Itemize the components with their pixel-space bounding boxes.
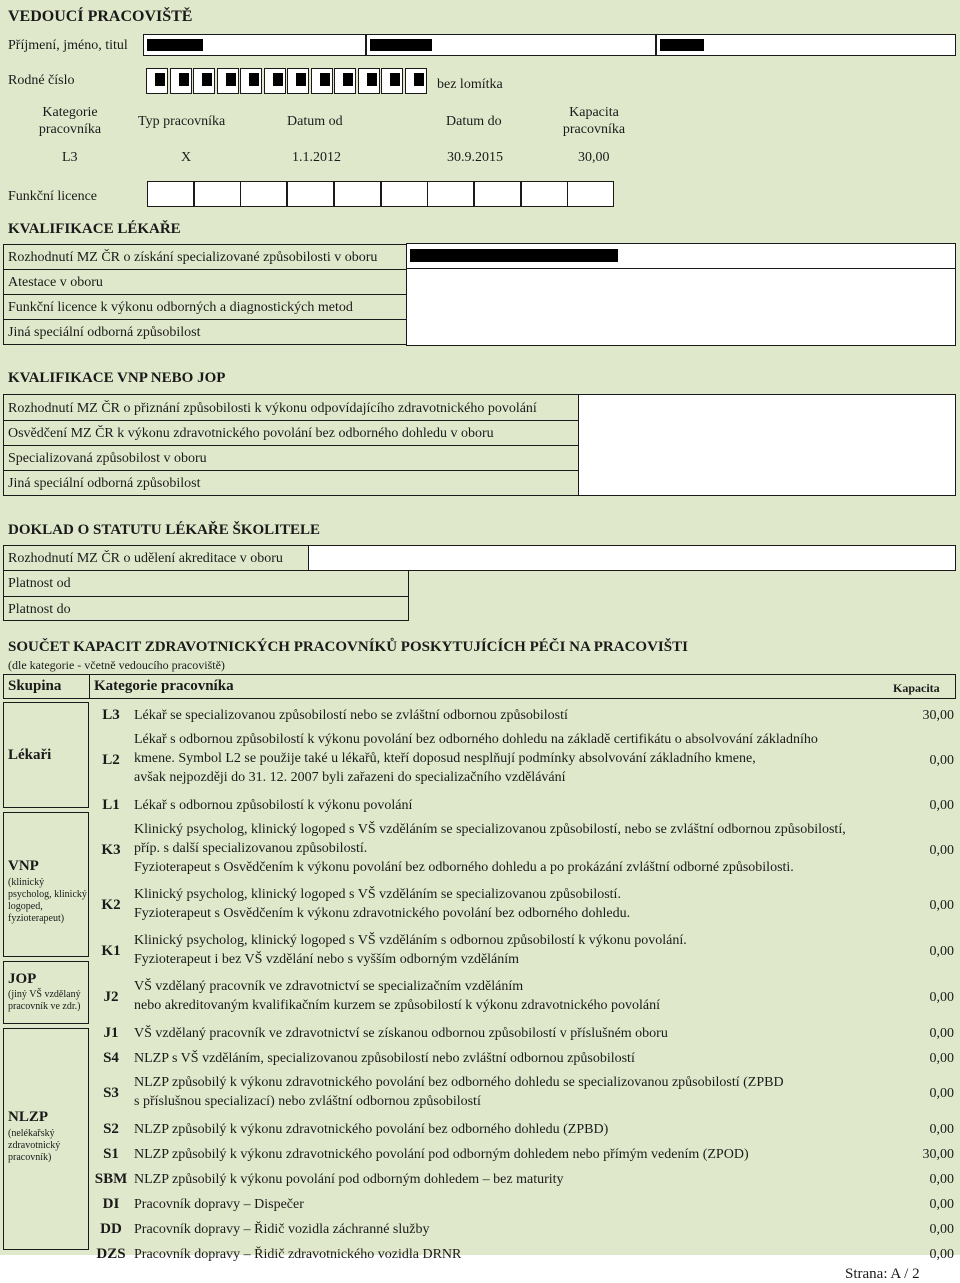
license-box[interactable] bbox=[521, 181, 568, 207]
col-from-header: Datum od bbox=[287, 114, 343, 129]
row-description: NLZP způsobilý k výkonu zdravotnického povolání pod odborným dohledem nebo přímým vedením (ZPOD) bbox=[134, 1147, 749, 1162]
col-to-header: Datum do bbox=[446, 114, 502, 129]
kval-lekare-input[interactable] bbox=[406, 268, 956, 346]
row-capacity-value: 0,00 bbox=[929, 1171, 954, 1187]
license-box[interactable] bbox=[474, 181, 521, 207]
license-box[interactable] bbox=[427, 181, 474, 207]
row-category: L3 bbox=[62, 150, 78, 165]
row-capacity-value: 0,00 bbox=[929, 990, 954, 1005]
section-title-vedouci: VEDOUCÍ PRACOVIŠTĚ bbox=[8, 8, 193, 25]
row-date-to: 30.9.2015 bbox=[447, 150, 503, 165]
col-type-header: Typ pracovníka bbox=[138, 114, 226, 129]
row-description: nebo akreditovaným kvalifikačním kurzem se způsobilostí k výkonu zdravotnického povolání bbox=[134, 998, 661, 1013]
row-description: NLZP způsobilý k výkonu povolání pod odborným dohledem – bez maturity bbox=[134, 1172, 564, 1187]
birth-note: bez lomítka bbox=[437, 77, 503, 92]
birth-digit-box[interactable] bbox=[381, 68, 403, 94]
row-code: DD bbox=[100, 1220, 122, 1237]
section-title-soucet: SOUČET KAPACIT ZDRAVOTNICKÝCH PRACOVNÍKŮ POSKYTUJÍCÍCH PÉČI NA PRACOVIŠTI bbox=[8, 639, 688, 655]
col-capacity-header: Kapacita pracovníka bbox=[562, 105, 626, 137]
surname-field[interactable] bbox=[143, 34, 366, 56]
row-description: NLZP způsobilý k výkonu zdravotnického povolání bez odborného dohledu (ZPBD) bbox=[134, 1122, 609, 1137]
col-group-header: Skupina bbox=[8, 678, 62, 694]
group-note: (klinický psycholog, klinický logoped, fyzioterapeut) bbox=[8, 877, 87, 924]
kval-vnp-item: Rozhodnutí MZ ČR o přiznání způsobilosti k výkonu odpovídajícího zdravotnického povolání bbox=[8, 401, 537, 416]
row-capacity-value: 0,00 bbox=[929, 842, 954, 858]
name-label: Příjmení, jméno, titul bbox=[8, 38, 128, 53]
birth-digit-box[interactable] bbox=[334, 68, 356, 94]
row-description: s příslušnou specializací) nebo zvláštní odbornou způsobilostí bbox=[134, 1094, 481, 1109]
group-name: VNP bbox=[8, 858, 39, 874]
kval-lekare-item: Jiná speciální odborná způsobilost bbox=[8, 325, 201, 340]
row-capacity-value: 0,00 bbox=[929, 797, 954, 813]
birth-digit-box[interactable] bbox=[311, 68, 333, 94]
row-description: Pracovník dopravy – Řidič zdravotnického vozidla DRNR bbox=[134, 1247, 462, 1262]
soucet-subtitle: (dle kategorie - včetně vedoucího pracoviště) bbox=[8, 658, 225, 672]
row-date-from: 1.1.2012 bbox=[292, 150, 341, 165]
row-description: Klinický psycholog, klinický logoped s VŠ vzděláním se specializovanou způsobilostí. bbox=[134, 887, 621, 902]
row-description: Pracovník dopravy – Dispečer bbox=[134, 1197, 304, 1212]
row-capacity-value: 0,00 bbox=[929, 1121, 954, 1137]
row-description: Fyzioterapeut s Osvědčením k výkonu zdravotnického povolání bez odborného dohledu. bbox=[134, 906, 631, 921]
license-box[interactable] bbox=[240, 181, 287, 207]
section-title-kval-vnp: KVALIFIKACE VNP NEBO JOP bbox=[8, 370, 226, 386]
group-note: (jiný VŠ vzdělaný pracovník ve zdr.) bbox=[8, 989, 81, 1012]
license-box[interactable] bbox=[381, 181, 428, 207]
row-code: S4 bbox=[103, 1049, 119, 1066]
row-code: L1 bbox=[102, 796, 120, 813]
license-box[interactable] bbox=[194, 181, 241, 207]
row-description: kmene. Symbol L2 se použije také u lékařů, kteří doposud nesplňují podmínky absolvování základního kmene, bbox=[134, 751, 756, 766]
row-capacity-value: 0,00 bbox=[929, 898, 954, 913]
row-capacity-value: 0,00 bbox=[929, 1050, 954, 1066]
row-capacity-value: 0,00 bbox=[929, 1196, 954, 1212]
kval-lekare-item: Atestace v oboru bbox=[8, 275, 103, 290]
license-box[interactable] bbox=[147, 181, 194, 207]
row-description: Pracovník dopravy – Řidič vozidla záchranné služby bbox=[134, 1222, 430, 1237]
row-code: J2 bbox=[103, 989, 119, 1005]
group-name: Lékaři bbox=[8, 747, 52, 763]
row-code: S1 bbox=[103, 1145, 119, 1162]
valid-from-label: Platnost od bbox=[8, 576, 71, 591]
birth-digit-box[interactable] bbox=[146, 68, 168, 94]
row-capacity-value: 0,00 bbox=[929, 1086, 954, 1101]
skolitel-item: Rozhodnutí MZ ČR o udělení akreditace v oboru bbox=[8, 551, 283, 566]
title-field[interactable] bbox=[656, 34, 956, 56]
birth-digit-box[interactable] bbox=[264, 68, 286, 94]
kval-lekare-item: Funkční licence k výkonu odborných a diagnostických metod bbox=[8, 300, 353, 315]
row-description: příp. s další specializovanou způsobilostí. bbox=[134, 841, 368, 856]
accreditation-field[interactable] bbox=[308, 545, 956, 571]
kval-vnp-item: Jiná speciální odborná způsobilost bbox=[8, 476, 201, 491]
birth-digit-box[interactable] bbox=[358, 68, 380, 94]
row-capacity-value: 30,00 bbox=[922, 1146, 954, 1162]
row-description: Lékař se specializovanou způsobilostí nebo se zvláštní odbornou způsobilostí bbox=[134, 708, 568, 723]
license-box[interactable] bbox=[287, 181, 334, 207]
row-description: Lékař s odbornou způsobilostí k výkonu povolání bbox=[134, 798, 413, 813]
row-code: K2 bbox=[101, 897, 121, 913]
specialization-field[interactable] bbox=[406, 243, 956, 269]
row-code: K1 bbox=[101, 943, 121, 959]
valid-to-label: Platnost do bbox=[8, 602, 71, 617]
col-category-header: Kategorie pracovníka bbox=[38, 105, 102, 137]
row-code: S2 bbox=[103, 1120, 119, 1137]
birth-digit-box[interactable] bbox=[170, 68, 192, 94]
row-code: SBM bbox=[94, 1170, 128, 1187]
row-capacity-value: 0,00 bbox=[929, 1246, 954, 1262]
group-name: JOP bbox=[8, 971, 37, 987]
kval-vnp-item: Osvědčení MZ ČR k výkonu zdravotnického povolání bez odborného dohledu v oboru bbox=[8, 426, 494, 441]
birth-digit-box[interactable] bbox=[193, 68, 215, 94]
birth-digit-box[interactable] bbox=[217, 68, 239, 94]
birth-digit-box[interactable] bbox=[240, 68, 262, 94]
group-name: NLZP bbox=[8, 1109, 49, 1125]
row-description: avšak nejpozději do 31. 12. 2007 byli zařazeni do specializačního vzdělávání bbox=[134, 770, 566, 785]
row-description: VŠ vzdělaný pracovník ve zdravotnictví se získanou odbornou způsobilostí v příslušném oboru bbox=[134, 1026, 668, 1041]
row-capacity: 30,00 bbox=[578, 150, 610, 165]
row-type: X bbox=[181, 150, 192, 165]
license-box[interactable] bbox=[334, 181, 381, 207]
section-title-kval-lekare: KVALIFIKACE LÉKAŘE bbox=[8, 221, 181, 237]
row-code: L2 bbox=[102, 751, 120, 768]
row-description: NLZP s VŠ vzděláním, specializovanou způsobilostí nebo zvláštní odbornou způsobilostí bbox=[134, 1051, 635, 1066]
row-description: Lékař s odbornou způsobilostí k výkonu povolání bez odborného dohledu na základě certifikátu o absolvování základního bbox=[134, 732, 818, 747]
section-title-skolitel: DOKLAD O STATUTU LÉKAŘE ŠKOLITELE bbox=[8, 522, 321, 538]
license-label: Funkční licence bbox=[8, 189, 98, 204]
row-code: S3 bbox=[103, 1085, 119, 1101]
row-code: J1 bbox=[103, 1024, 119, 1041]
kval-vnp-item: Specializovaná způsobilost v oboru bbox=[8, 451, 207, 466]
license-box[interactable] bbox=[567, 181, 614, 207]
row-code: L3 bbox=[102, 706, 120, 723]
page-number: Strana: A / 2 bbox=[845, 1266, 920, 1282]
row-capacity-value: 0,00 bbox=[929, 752, 954, 768]
col-category-header-2: Kategorie pracovníka bbox=[94, 678, 234, 694]
row-description: NLZP způsobilý k výkonu zdravotnického povolání bez odborného dohledu se specializovanou způsobilostí (ZPBD bbox=[134, 1075, 784, 1090]
kval-vnp-input[interactable] bbox=[578, 394, 956, 496]
row-capacity-value: 30,00 bbox=[922, 707, 954, 723]
row-capacity-value: 0,00 bbox=[929, 1025, 954, 1041]
kval-lekare-item: Rozhodnutí MZ ČR o získání specializované způsobilosti v oboru bbox=[8, 250, 378, 265]
col-capacity-header-2: Kapacita bbox=[893, 681, 940, 695]
row-capacity-value: 0,00 bbox=[929, 944, 954, 959]
birth-digit-box[interactable] bbox=[405, 68, 427, 94]
group-note: (nelékařský zdravotnický pracovník) bbox=[8, 1128, 61, 1163]
row-code: DZS bbox=[96, 1245, 126, 1262]
row-code: DI bbox=[102, 1195, 120, 1212]
birth-label: Rodné číslo bbox=[8, 73, 75, 88]
row-code: K3 bbox=[101, 841, 121, 858]
row-capacity-value: 0,00 bbox=[929, 1221, 954, 1237]
firstname-field[interactable] bbox=[366, 34, 656, 56]
row-description: Fyzioterapeut i bez VŠ vzdělání nebo s vyšším odborným vzděláním bbox=[134, 952, 520, 967]
row-description: Klinický psycholog, klinický logoped s VŠ vzděláním se specializovanou způsobilostí, nebo se zvláštní odbornou způsobilostí, bbox=[134, 822, 846, 837]
birth-digit-box[interactable] bbox=[287, 68, 309, 94]
row-description: Fyzioterapeut s Osvědčením k výkonu povolání bez odborného dohledu a po prokázání zvláštní odborné způsobilosti. bbox=[134, 860, 794, 875]
row-description: Klinický psycholog, klinický logoped s VŠ vzděláním s odbornou způsobilostí k výkonu povolání. bbox=[134, 933, 687, 948]
row-description: VŠ vzdělaný pracovník ve zdravotnictví se specializačním vzděláním bbox=[134, 979, 524, 994]
